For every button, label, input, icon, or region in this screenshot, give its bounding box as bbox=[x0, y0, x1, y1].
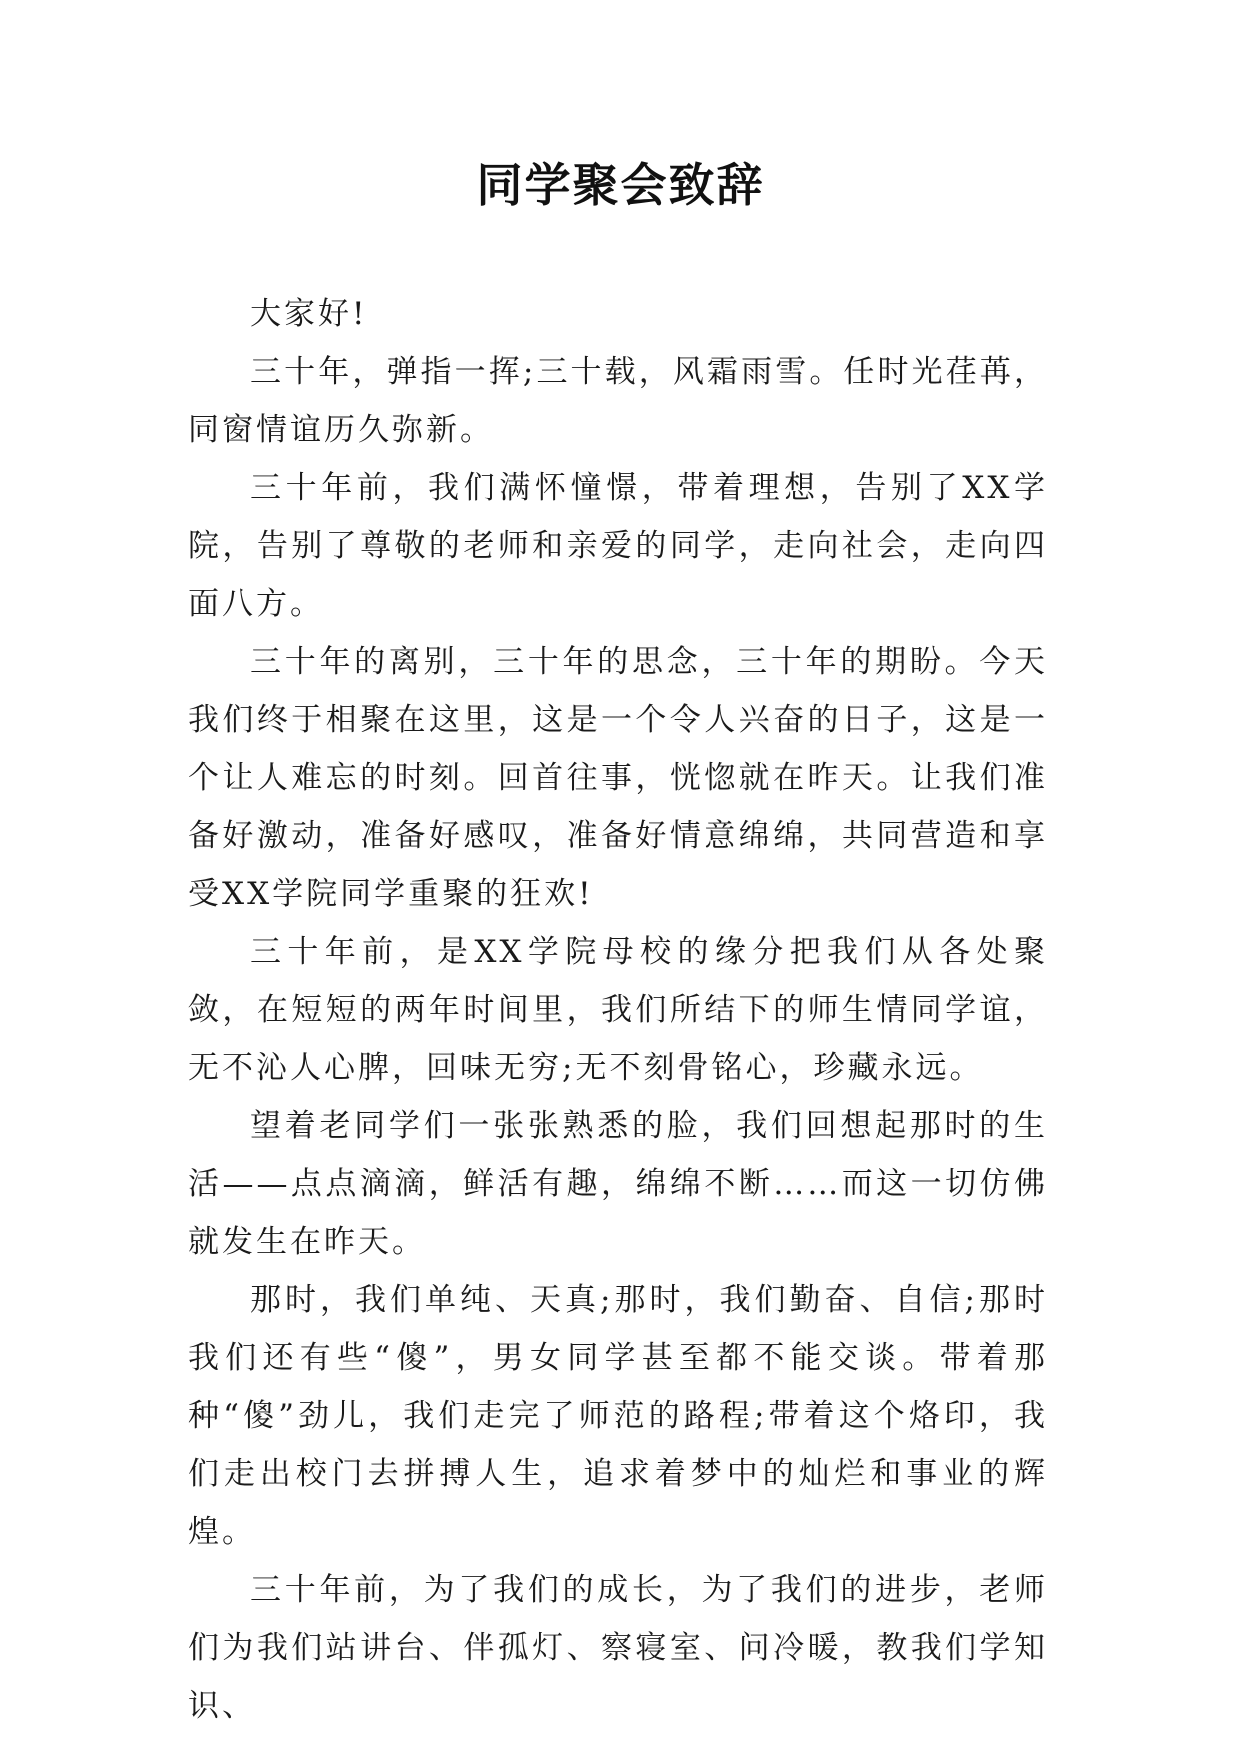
paragraph: 那时，我们单纯、天真;那时，我们勤奋、自信;那时我们还有些“傻”，男女同学甚至都不能交谈。带着那种“傻”劲儿，我们走完了师范的路程;带着这个烙印，我们走出校门去拼搏人生，追求着梦中的灿烂和事业的辉煌。 bbox=[188, 1282, 1048, 1550]
paragraph: 大家好! bbox=[250, 296, 368, 332]
paragraph: 望着老同学们一张张熟悉的脸，我们回想起那时的生活——点点滴滴，鲜活有趣，绵绵不断……而这一切仿佛就发生在昨天。 bbox=[188, 1108, 1048, 1260]
paragraph: 三十年，弹指一挥;三十载，风霜雨雪。任时光荏苒，同窗情谊历久弥新。 bbox=[188, 354, 1048, 448]
document-title: 同学聚会致辞 bbox=[476, 158, 765, 212]
paragraph: 三十年的离别，三十年的思念，三十年的期盼。今天我们终于相聚在这里，这是一个令人兴奋的日子，这是一个让人难忘的时刻。回首往事，恍惚就在昨天。让我们准备好激动，准备好感叹，准备好情意绵绵，共同营造和享受XX学院同学重聚的狂欢! bbox=[188, 644, 1048, 912]
document-body bbox=[188, 285, 1048, 1735]
paragraph: 三十年前，为了我们的成长，为了我们的进步，老师们为我们站讲台、伴孤灯、察寝室、问冷暖，教我们学知识、 bbox=[188, 1572, 1048, 1724]
paragraph: 三十年前，我们满怀憧憬，带着理想，告别了XX学院，告别了尊敬的老师和亲爱的同学，走向社会，走向四面八方。 bbox=[188, 470, 1048, 622]
paragraph: 三十年前，是XX学院母校的缘分把我们从各处聚敛，在短短的两年时间里，我们所结下的师生情同学谊，无不沁人心脾，回味无穷;无不刻骨铭心，珍藏永远。 bbox=[188, 934, 1048, 1086]
